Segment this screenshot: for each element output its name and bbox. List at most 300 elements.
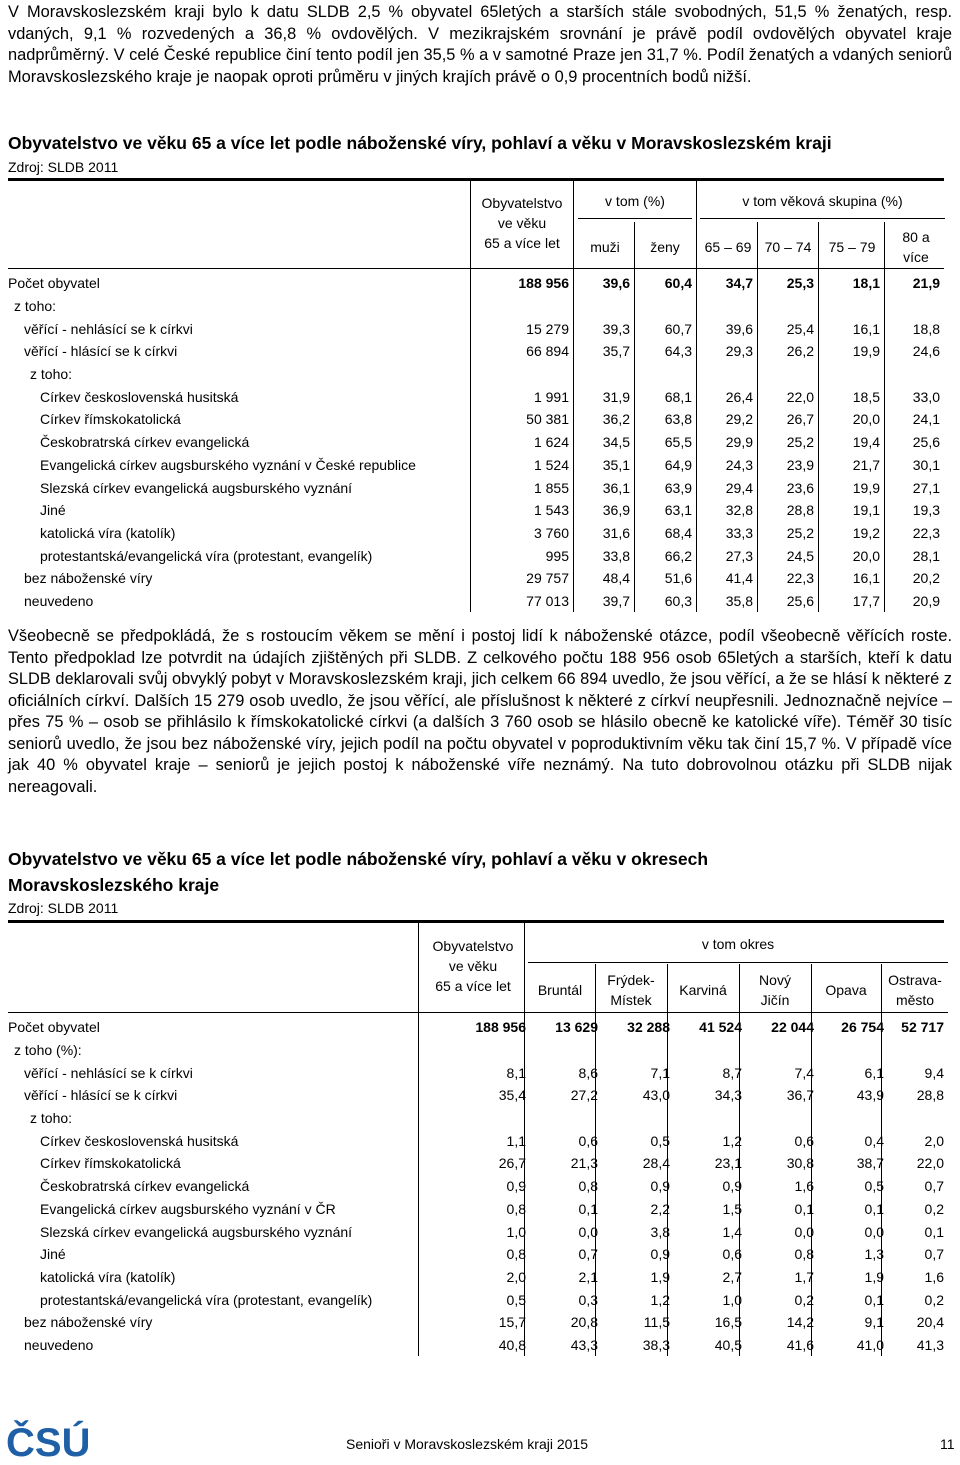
header-text: Jičín bbox=[760, 992, 790, 1008]
cell-value: 20,9 bbox=[912, 592, 940, 609]
cell-value: 1 543 bbox=[533, 502, 569, 519]
table-row bbox=[8, 454, 944, 477]
row-label: věřící - nehlásící se k církvi bbox=[24, 1064, 193, 1081]
header-text: více bbox=[903, 249, 929, 265]
cell-value: 2,2 bbox=[650, 1200, 670, 1217]
table-row bbox=[8, 1311, 948, 1334]
cell-value: 25,4 bbox=[786, 320, 814, 337]
csu-logo bbox=[6, 1418, 88, 1465]
cell-value: 0,2 bbox=[924, 1291, 944, 1308]
cell-value: 27,1 bbox=[912, 479, 940, 496]
cell-value: 30,1 bbox=[912, 456, 940, 473]
cell-value: 16,1 bbox=[852, 320, 880, 337]
cell-value: 35,1 bbox=[602, 456, 630, 473]
cell-value: 60,7 bbox=[664, 320, 692, 337]
cell-value: 23,1 bbox=[714, 1155, 742, 1172]
cell-value bbox=[602, 1107, 674, 1130]
table-row bbox=[8, 544, 944, 567]
table1-header-muzi: muži bbox=[590, 239, 620, 255]
cell-value: 20,4 bbox=[916, 1314, 944, 1331]
table-row bbox=[8, 363, 944, 386]
cell-value: 48,4 bbox=[602, 570, 630, 587]
row-label: z toho: bbox=[30, 366, 73, 383]
cell-value bbox=[818, 363, 884, 386]
cell-value: 41,3 bbox=[916, 1336, 944, 1353]
cell-value: 0,0 bbox=[578, 1223, 598, 1240]
cell-value: 1,6 bbox=[924, 1268, 944, 1285]
table-row bbox=[8, 1039, 948, 1062]
cell-value: 34,7 bbox=[725, 275, 753, 292]
cell-value bbox=[470, 295, 573, 318]
cell-value bbox=[696, 295, 757, 318]
row-label: protestantská/evangelická víra (protestant, evangelík) bbox=[40, 547, 373, 564]
cell-value: 188 956 bbox=[475, 1019, 526, 1036]
table-row bbox=[8, 1198, 948, 1221]
cell-value: 25,2 bbox=[786, 434, 814, 451]
cell-value: 9,4 bbox=[924, 1064, 944, 1081]
cell-value bbox=[818, 1039, 888, 1062]
header-text: 65 a více let bbox=[435, 978, 511, 994]
table-row bbox=[8, 499, 944, 522]
cell-value: 188 956 bbox=[518, 275, 569, 292]
cell-value bbox=[418, 1039, 530, 1062]
table-row bbox=[8, 295, 944, 318]
cell-value: 68,4 bbox=[664, 524, 692, 541]
row-label: věřící - hlásící se k církvi bbox=[24, 343, 178, 360]
cell-value: 43,9 bbox=[856, 1087, 884, 1104]
row-label: Českobratrská církev evangelická bbox=[40, 1178, 250, 1195]
cell-value: 6,1 bbox=[864, 1064, 884, 1081]
header-text: ve věku bbox=[448, 958, 498, 974]
cell-value: 15 279 bbox=[526, 320, 569, 337]
cell-value: 24,6 bbox=[912, 343, 940, 360]
cell-value: 21,3 bbox=[570, 1155, 598, 1172]
cell-value: 0,9 bbox=[506, 1178, 526, 1195]
table2-header-ostrava bbox=[882, 970, 948, 1010]
cell-value: 0,1 bbox=[794, 1200, 814, 1217]
cell-value: 0,1 bbox=[924, 1223, 944, 1240]
header-text: Frýdek- bbox=[607, 972, 655, 988]
cell-value bbox=[602, 1039, 674, 1062]
header-text: Obyvatelstvo bbox=[432, 938, 514, 954]
cell-value: 38,3 bbox=[642, 1336, 670, 1353]
table-row bbox=[8, 590, 944, 613]
cell-value: 1 624 bbox=[533, 434, 569, 451]
cell-value: 0,0 bbox=[864, 1223, 884, 1240]
cell-value: 1 855 bbox=[533, 479, 569, 496]
table-row bbox=[8, 476, 944, 499]
footer-title: Senioři v Moravskoslezském kraji 2015 bbox=[346, 1436, 588, 1452]
row-label: Slezská církev evangelická augsburského vyznání bbox=[40, 479, 353, 496]
cell-value: 0,5 bbox=[864, 1178, 884, 1195]
cell-value: 30,8 bbox=[786, 1155, 814, 1172]
row-label: Počet obyvatel bbox=[8, 275, 100, 292]
cell-value: 1,6 bbox=[794, 1178, 814, 1195]
table1-title: Obyvatelstvo ve věku 65 a více let podle náboženské víry, pohlaví a věku v Moravskoslezském kraji bbox=[8, 133, 832, 153]
cell-value: 0,9 bbox=[650, 1178, 670, 1195]
row-label: z toho: bbox=[30, 1110, 73, 1127]
cell-value: 29 757 bbox=[526, 570, 569, 587]
table2-header-bruntal: Bruntál bbox=[537, 982, 583, 998]
cell-value: 35,4 bbox=[498, 1087, 526, 1104]
cell-value: 16,5 bbox=[714, 1314, 742, 1331]
cell-value: 0,6 bbox=[722, 1246, 742, 1263]
table2-header-karvina: Karviná bbox=[679, 982, 727, 998]
cell-value: 18,8 bbox=[912, 320, 940, 337]
cell-value: 16,1 bbox=[852, 570, 880, 587]
row-label: Jiné bbox=[40, 502, 66, 519]
cell-value: 63,1 bbox=[664, 502, 692, 519]
csu-logo-text: ČSÚ bbox=[6, 1421, 88, 1460]
cell-value: 7,1 bbox=[650, 1064, 670, 1081]
cell-value: 25,2 bbox=[786, 524, 814, 541]
table-row bbox=[8, 1084, 948, 1107]
table1-top-rule bbox=[8, 178, 944, 181]
cell-value: 29,9 bbox=[725, 434, 753, 451]
cell-value: 39,3 bbox=[602, 320, 630, 337]
table-row bbox=[8, 1016, 948, 1039]
table-row bbox=[8, 1288, 948, 1311]
row-label: Počet obyvatel bbox=[8, 1019, 100, 1036]
cell-value: 68,1 bbox=[664, 388, 692, 405]
cell-value bbox=[888, 1107, 948, 1130]
table1-header-rule bbox=[8, 268, 944, 269]
cell-value: 41,4 bbox=[725, 570, 753, 587]
row-label: bez náboženské víry bbox=[24, 570, 153, 587]
cell-value: 0,7 bbox=[924, 1246, 944, 1263]
cell-value: 1,4 bbox=[722, 1223, 742, 1240]
cell-value: 60,3 bbox=[664, 592, 692, 609]
cell-value bbox=[818, 1107, 888, 1130]
cell-value: 22,0 bbox=[916, 1155, 944, 1172]
cell-value: 0,8 bbox=[506, 1200, 526, 1217]
cell-value bbox=[634, 363, 696, 386]
cell-value: 24,1 bbox=[912, 411, 940, 428]
cell-value: 33,0 bbox=[912, 388, 940, 405]
row-label: Slezská církev evangelická augsburského vyznání bbox=[40, 1223, 353, 1240]
header-text: 80 a bbox=[902, 229, 930, 245]
cell-value: 34,3 bbox=[714, 1087, 742, 1104]
cell-value: 21,7 bbox=[852, 456, 880, 473]
cell-value bbox=[884, 363, 944, 386]
cell-value: 60,4 bbox=[664, 275, 692, 292]
header-text: Obyvatelstvo bbox=[481, 195, 563, 211]
cell-value: 1,0 bbox=[722, 1291, 742, 1308]
cell-value: 23,6 bbox=[786, 479, 814, 496]
table1-subheader-rule bbox=[700, 218, 945, 219]
cell-value: 18,5 bbox=[852, 388, 880, 405]
cell-value: 1 991 bbox=[533, 388, 569, 405]
cell-value: 32 288 bbox=[627, 1019, 670, 1036]
table-row bbox=[8, 522, 944, 545]
cell-value: 1,5 bbox=[722, 1200, 742, 1217]
cell-value: 1,3 bbox=[864, 1246, 884, 1263]
cell-value: 22 044 bbox=[771, 1019, 814, 1036]
cell-value: 41,6 bbox=[786, 1336, 814, 1353]
table2-header-opava: Opava bbox=[825, 982, 867, 998]
table1-subheader-rule bbox=[578, 218, 692, 219]
table-row bbox=[8, 1334, 948, 1357]
page-number: 11 bbox=[940, 1436, 955, 1452]
cell-value: 0,4 bbox=[864, 1132, 884, 1149]
table2-header-total bbox=[420, 936, 526, 996]
row-label: Evangelická církev augsburského vyznání v České republice bbox=[40, 456, 416, 473]
cell-value: 36,2 bbox=[602, 411, 630, 428]
cell-value: 21,9 bbox=[912, 275, 940, 292]
cell-value: 0,8 bbox=[794, 1246, 814, 1263]
table-row bbox=[8, 408, 944, 431]
cell-value: 22,3 bbox=[786, 570, 814, 587]
cell-value: 36,9 bbox=[602, 502, 630, 519]
table1-header-age-group: v tom věková skupina (%) bbox=[742, 193, 903, 209]
table2-title-line1: Obyvatelstvo ve věku 65 a více let podle náboženské víry, pohlaví a věku v okresech bbox=[8, 849, 709, 869]
row-label: Evangelická církev augsburského vyznání v ČR bbox=[40, 1200, 336, 1217]
cell-value: 1 524 bbox=[533, 456, 569, 473]
row-label: neuvedeno bbox=[24, 1336, 94, 1353]
table2-header-novy-jicin bbox=[740, 970, 810, 1010]
intro-paragraph: V Moravskoslezském kraji bylo k datu SLDB 2,5 % obyvatel 65letých a starších stále svobodných, 51,5 % ženatých, resp. vdaných, 9,1 % rozvedených a 36,8 % ovdovělých. V mezikrajském srovnání je právě podíl ovdovělých obyvatel kraje nadprůměrný. V celé České republice činí tento podíl jen 35,5 % a v samotné Praze jen 31,7 %. Podíl ženatých a vdaných seniorů Moravskoslezského kraje je naopak oproti průměru v jiných krajích právě o 0,9 procentních bodů nižší. bbox=[8, 3, 952, 86]
cell-value: 1,9 bbox=[864, 1268, 884, 1285]
table-row bbox=[8, 272, 944, 295]
cell-value: 39,6 bbox=[602, 275, 630, 292]
row-label: Církev římskokatolická bbox=[40, 411, 181, 428]
cell-value: 14,2 bbox=[786, 1314, 814, 1331]
cell-value bbox=[674, 1039, 746, 1062]
middle-paragraph: Všeobecně se předpokládá, že s rostoucím věkem se mění i postoj lidí k náboženské otázce, podíl všeobecně věřících roste. Tento předpoklad lze potvrdit na údajích zjištěných při SLDB. Z celkového počtu 188 956 osob 65letých a starších, kteří k datu SLDB deklarovali svůj obvyklý pobyt v Moravskoslezském kraji, jich celkem 66 894 uvedlo, že jsou věřící, a že se hlásí k některé z oficiálních církví. Dalších 15 279 osob uvedlo, že jsou věřící, ale příslušnost k některé z církví neupřesnili. Jednoznačně nejvíce – přes 75 % – osob se přihlásilo k římskokatolické církvi (a dalších 3 760 osob se hlásilo obecně ke katolické víře). Téměř 30 tisíc seniorů uvedlo, že jsou bez náboženské víry, jejich podíl na počtu obyvatel v poproduktivním věku tak činí 15,7 %. V případě více jak 40 % obyvatel kraje – seniorů je jejich postoj k náboženské víře neznámý. Na tuto dobrovolnou otázku při SLDB nijak nereagovali. bbox=[8, 627, 952, 796]
table-row bbox=[8, 431, 944, 454]
cell-value: 19,9 bbox=[852, 343, 880, 360]
cell-value bbox=[530, 1107, 602, 1130]
cell-value: 63,8 bbox=[664, 411, 692, 428]
cell-value: 1,1 bbox=[506, 1132, 526, 1149]
cell-value bbox=[530, 1039, 602, 1062]
row-label: Církev československá husitská bbox=[40, 1132, 239, 1149]
table2-subheader-rule bbox=[528, 962, 948, 963]
table-row bbox=[8, 385, 944, 408]
cell-value: 19,2 bbox=[852, 524, 880, 541]
row-label: neuvedeno bbox=[24, 592, 94, 609]
cell-value bbox=[573, 363, 634, 386]
cell-value: 66,2 bbox=[664, 547, 692, 564]
cell-value: 22,3 bbox=[912, 524, 940, 541]
cell-value: 66 894 bbox=[526, 343, 569, 360]
cell-value: 8,6 bbox=[578, 1064, 598, 1081]
cell-value: 13 629 bbox=[555, 1019, 598, 1036]
cell-value: 43,3 bbox=[570, 1336, 598, 1353]
table-row bbox=[8, 1129, 948, 1152]
cell-value: 77 013 bbox=[526, 592, 569, 609]
cell-value: 29,4 bbox=[725, 479, 753, 496]
cell-value: 1,0 bbox=[506, 1223, 526, 1240]
cell-value: 0,9 bbox=[650, 1246, 670, 1263]
row-label: Jiné bbox=[40, 1246, 66, 1263]
cell-value: 25,3 bbox=[786, 275, 814, 292]
cell-value: 29,3 bbox=[725, 343, 753, 360]
table1-header-age3: 75 – 79 bbox=[828, 239, 876, 255]
row-label: katolická víra (katolík) bbox=[40, 524, 176, 541]
cell-value: 28,8 bbox=[916, 1087, 944, 1104]
cell-value: 2,0 bbox=[924, 1132, 944, 1149]
cell-value: 36,1 bbox=[602, 479, 630, 496]
cell-value: 19,3 bbox=[912, 502, 940, 519]
cell-value: 24,5 bbox=[786, 547, 814, 564]
header-text: město bbox=[895, 992, 935, 1008]
row-label: z toho (%): bbox=[14, 1042, 82, 1059]
cell-value: 17,7 bbox=[852, 592, 880, 609]
table-row bbox=[8, 1175, 948, 1198]
cell-value: 26,2 bbox=[786, 343, 814, 360]
cell-value: 52 717 bbox=[901, 1019, 944, 1036]
cell-value: 3,8 bbox=[650, 1223, 670, 1240]
cell-value bbox=[888, 1039, 948, 1062]
cell-value: 0,1 bbox=[864, 1291, 884, 1308]
table1-header-sex-group: v tom (%) bbox=[605, 193, 665, 209]
cell-value: 40,5 bbox=[714, 1336, 742, 1353]
table-row bbox=[8, 567, 944, 590]
cell-value: 0,9 bbox=[722, 1178, 742, 1195]
cell-value: 41 524 bbox=[699, 1019, 742, 1036]
csu-logo-icon bbox=[6, 1418, 88, 1460]
cell-value: 1,9 bbox=[650, 1268, 670, 1285]
cell-value: 0,8 bbox=[506, 1246, 526, 1263]
cell-value: 22,0 bbox=[786, 388, 814, 405]
cell-value: 2,7 bbox=[722, 1268, 742, 1285]
cell-value: 33,8 bbox=[602, 547, 630, 564]
cell-value: 995 bbox=[545, 547, 569, 564]
row-label: bez náboženské víry bbox=[24, 1314, 153, 1331]
cell-value bbox=[757, 295, 818, 318]
cell-value: 28,4 bbox=[642, 1155, 670, 1172]
cell-value: 8,1 bbox=[506, 1064, 526, 1081]
table-row bbox=[8, 1220, 948, 1243]
cell-value bbox=[757, 363, 818, 386]
cell-value: 29,2 bbox=[725, 411, 753, 428]
cell-value bbox=[634, 295, 696, 318]
cell-value: 20,8 bbox=[570, 1314, 598, 1331]
header-text: Místek bbox=[610, 992, 652, 1008]
row-label: Církev římskokatolická bbox=[40, 1155, 181, 1172]
cell-value: 23,9 bbox=[786, 456, 814, 473]
row-label: Českobratrská církev evangelická bbox=[40, 434, 250, 451]
cell-value: 26 754 bbox=[841, 1019, 884, 1036]
row-label: věřící - hlásící se k církvi bbox=[24, 1087, 178, 1104]
cell-value: 0,3 bbox=[578, 1291, 598, 1308]
cell-value: 11,5 bbox=[643, 1314, 670, 1331]
table1-source: Zdroj: SLDB 2011 bbox=[8, 159, 119, 175]
cell-value: 18,1 bbox=[852, 275, 880, 292]
table2-header-rule bbox=[8, 1012, 948, 1013]
cell-value: 26,4 bbox=[725, 388, 753, 405]
cell-value: 31,6 bbox=[602, 524, 630, 541]
cell-value: 20,0 bbox=[852, 411, 880, 428]
row-label: věřící - nehlásící se k církvi bbox=[24, 320, 193, 337]
cell-value: 1,7 bbox=[794, 1268, 814, 1285]
cell-value: 2,0 bbox=[506, 1268, 526, 1285]
table2 bbox=[8, 1016, 948, 1356]
table1 bbox=[8, 272, 944, 612]
cell-value: 39,6 bbox=[725, 320, 753, 337]
cell-value: 0,2 bbox=[794, 1291, 814, 1308]
cell-value: 9,1 bbox=[864, 1314, 884, 1331]
cell-value: 64,3 bbox=[664, 343, 692, 360]
table2-top-rule bbox=[8, 920, 944, 923]
cell-value: 51,6 bbox=[664, 570, 692, 587]
cell-value: 27,2 bbox=[570, 1087, 598, 1104]
cell-value: 20,2 bbox=[912, 570, 940, 587]
cell-value bbox=[746, 1107, 818, 1130]
cell-value: 33,3 bbox=[725, 524, 753, 541]
table2-header-group: v tom okres bbox=[701, 936, 775, 952]
table2-source: Zdroj: SLDB 2011 bbox=[8, 900, 119, 916]
cell-value bbox=[746, 1039, 818, 1062]
cell-value: 0,0 bbox=[794, 1223, 814, 1240]
row-label: protestantská/evangelická víra (protestant, evangelík) bbox=[40, 1291, 373, 1308]
cell-value: 0,6 bbox=[578, 1132, 598, 1149]
cell-value: 64,9 bbox=[664, 456, 692, 473]
cell-value: 26,7 bbox=[498, 1155, 526, 1172]
cell-value: 65,5 bbox=[664, 434, 692, 451]
cell-value: 0,7 bbox=[578, 1246, 598, 1263]
cell-value: 31,9 bbox=[602, 388, 630, 405]
cell-value: 26,7 bbox=[786, 411, 814, 428]
table2-header-frydek bbox=[596, 970, 666, 1010]
row-label: katolická víra (katolík) bbox=[40, 1268, 176, 1285]
cell-value: 0,1 bbox=[864, 1200, 884, 1217]
cell-value: 1,2 bbox=[650, 1291, 670, 1308]
cell-value: 34,5 bbox=[602, 434, 630, 451]
cell-value: 25,6 bbox=[912, 434, 940, 451]
cell-value: 3 760 bbox=[533, 524, 569, 541]
cell-value: 2,1 bbox=[578, 1268, 598, 1285]
cell-value: 40,8 bbox=[498, 1336, 526, 1353]
cell-value: 28,8 bbox=[786, 502, 814, 519]
cell-value bbox=[470, 363, 573, 386]
cell-value: 0,8 bbox=[578, 1178, 598, 1195]
cell-value: 8,7 bbox=[722, 1064, 742, 1081]
table-row bbox=[8, 1061, 948, 1084]
cell-value: 36,7 bbox=[786, 1087, 814, 1104]
cell-value: 15,7 bbox=[498, 1314, 526, 1331]
cell-value bbox=[884, 295, 944, 318]
cell-value: 24,3 bbox=[725, 456, 753, 473]
cell-value: 41,0 bbox=[856, 1336, 884, 1353]
row-label: z toho: bbox=[14, 298, 57, 315]
cell-value: 0,7 bbox=[924, 1178, 944, 1195]
cell-value: 0,1 bbox=[578, 1200, 598, 1217]
cell-value: 50 381 bbox=[526, 411, 569, 428]
cell-value: 1,2 bbox=[722, 1132, 742, 1149]
cell-value: 63,9 bbox=[664, 479, 692, 496]
table-row bbox=[8, 1107, 948, 1130]
cell-value: 19,4 bbox=[852, 434, 880, 451]
cell-value: 32,8 bbox=[725, 502, 753, 519]
cell-value: 7,4 bbox=[794, 1064, 814, 1081]
cell-value: 38,7 bbox=[856, 1155, 884, 1172]
table-row bbox=[8, 1152, 948, 1175]
table1-header-age1: 65 – 69 bbox=[704, 239, 752, 255]
cell-value: 35,8 bbox=[725, 592, 753, 609]
table-row bbox=[8, 1266, 948, 1289]
cell-value: 0,2 bbox=[924, 1200, 944, 1217]
cell-value bbox=[674, 1107, 746, 1130]
table-row bbox=[8, 317, 944, 340]
cell-value: 0,6 bbox=[794, 1132, 814, 1149]
cell-value: 20,0 bbox=[852, 547, 880, 564]
cell-value: 19,1 bbox=[852, 502, 880, 519]
cell-value: 25,6 bbox=[786, 592, 814, 609]
cell-value: 0,5 bbox=[650, 1132, 670, 1149]
header-text: 65 a více let bbox=[484, 235, 560, 251]
